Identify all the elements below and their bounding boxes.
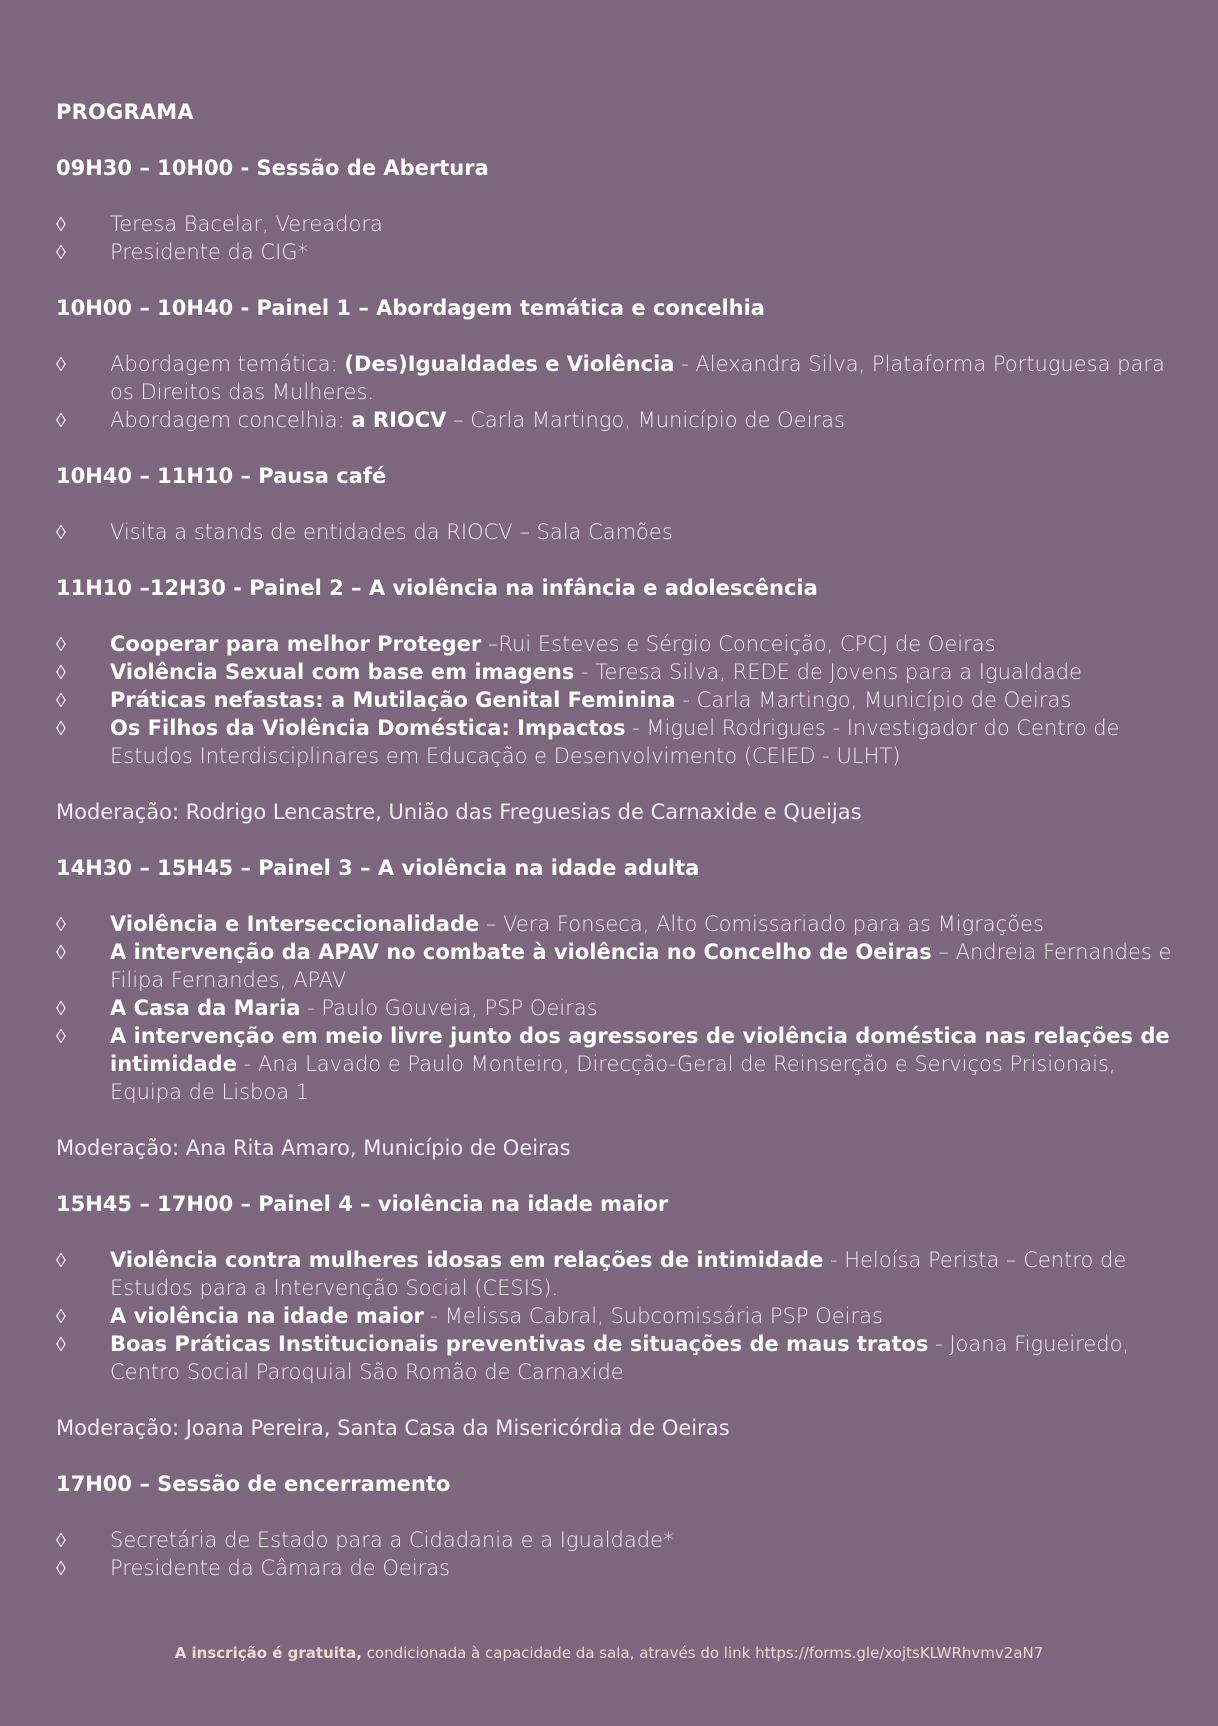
diamond-bullet-icon: ◊ [56, 912, 66, 936]
item-speaker: - Melissa Cabral, Subcomissária PSP Oeiras [423, 1304, 883, 1328]
item-speaker: - Carla Martingo, Município de Oeiras [675, 688, 1072, 712]
list-item [56, 406, 1186, 434]
list-item-text [110, 1302, 1186, 1330]
session-heading: 15H45 – 17H00 – Painel 4 – violência na idade maior [56, 1192, 669, 1216]
session-heading: 10H00 – 10H40 - Painel 1 – Abordagem temática e concelhia [56, 296, 765, 320]
item-speaker: Secretária de Estado para a Cidadania e a Igualdade* [110, 1528, 674, 1552]
list-item [56, 1330, 1186, 1386]
diamond-bullet-icon: ◊ [56, 688, 66, 712]
list-item-text [110, 630, 1186, 658]
item-speaker: –Rui Esteves e Sérgio Conceição, CPCJ de Oeiras [481, 632, 996, 656]
registration-note [0, 1644, 1218, 1662]
diamond-bullet-icon: ◊ [56, 1528, 66, 1552]
diamond-bullet-icon: ◊ [56, 240, 66, 264]
diamond-bullet-icon: ◊ [56, 212, 66, 236]
diamond-bullet-icon: ◊ [56, 352, 66, 376]
item-topic: Violência contra mulheres idosas em relações de intimidade [110, 1248, 824, 1272]
list-item [56, 1554, 1186, 1582]
list-item [56, 686, 1186, 714]
list-item-text [110, 1554, 1186, 1582]
session [56, 1470, 1186, 1582]
list-item-text [110, 686, 1186, 714]
item-topic: A Casa da Maria [110, 996, 301, 1020]
item-topic: Violência Sexual com base em imagens [110, 660, 575, 684]
diamond-bullet-icon: ◊ [56, 1332, 66, 1356]
item-prefix: Abordagem concelhia: [110, 408, 352, 432]
session-items [56, 1526, 1186, 1582]
session-items [56, 210, 1186, 266]
list-item-text [110, 910, 1186, 938]
program-document [56, 98, 1186, 1582]
item-speaker: – Andreia Fernandes e Filipa Fernandes, APAV [110, 940, 1172, 992]
item-prefix: Abordagem temática: [110, 352, 345, 376]
item-topic: Os Filhos da Violência Doméstica: Impactos [110, 716, 626, 740]
list-item [56, 1526, 1186, 1554]
item-topic: A violência na idade maior [110, 1304, 424, 1328]
session-items [56, 1246, 1186, 1386]
diamond-bullet-icon: ◊ [56, 716, 66, 740]
list-item-text [110, 238, 1186, 266]
list-item [56, 938, 1186, 994]
diamond-bullet-icon: ◊ [56, 940, 66, 964]
session-items [56, 518, 1186, 546]
diamond-bullet-icon: ◊ [56, 520, 66, 544]
session-items [56, 350, 1186, 434]
session [56, 154, 1186, 266]
item-speaker: - Ana Lavado e Paulo Monteiro, Direcção-Geral de Reinserção e Serviços Prisionais, Equipa de Lisboa 1 [110, 1052, 1116, 1104]
page-title: PROGRAMA [56, 100, 194, 124]
session-heading: 11H10 –12H30 - Painel 2 – A violência na infância e adolescência [56, 576, 818, 600]
list-item-text [110, 350, 1186, 406]
list-item-text [110, 714, 1186, 770]
item-speaker: – Carla Martingo, Município de Oeiras [446, 408, 845, 432]
item-speaker: - Heloísa Perista – Centro de Estudos para a Intervenção Social (CESIS). [110, 1248, 1127, 1300]
registration-link-text: condicionada à capacidade da sala, através do link https://forms.gle/xojtsKLWRhvmv2aN7 [361, 1644, 1044, 1662]
item-speaker: - Paulo Gouveia, PSP Oeiras [300, 996, 598, 1020]
item-topic: A intervenção em meio livre junto dos agressores de violência doméstica nas relações de intimidade [110, 1024, 1170, 1076]
item-speaker: - Miguel Rodrigues - Investigador do Centro de Estudos Interdisciplinares em Educação e Desenvolvimento (CEIED - ULHT) [110, 716, 1120, 768]
list-item-text [110, 1246, 1186, 1302]
list-item-text [110, 406, 1186, 434]
diamond-bullet-icon: ◊ [56, 1248, 66, 1272]
registration-free-label: A inscrição é gratuita, [174, 1644, 362, 1662]
moderation-note: Moderação: Joana Pereira, Santa Casa da Misericórdia de Oeiras [56, 1416, 730, 1440]
diamond-bullet-icon: ◊ [56, 1304, 66, 1328]
list-item-text [110, 518, 1186, 546]
diamond-bullet-icon: ◊ [56, 660, 66, 684]
list-item-text [110, 1330, 1186, 1386]
session-items [56, 910, 1186, 1106]
moderation-note: Moderação: Rodrigo Lencastre, União das Freguesias de Carnaxide e Queijas [56, 800, 862, 824]
session-items [56, 630, 1186, 770]
item-topic: Cooperar para melhor Proteger [110, 632, 482, 656]
session [56, 854, 1186, 1162]
moderation-note: Moderação: Ana Rita Amaro, Município de Oeiras [56, 1136, 571, 1160]
sessions-list [56, 154, 1186, 1582]
item-speaker: - Teresa Silva, REDE de Jovens para a Igualdade [574, 660, 1083, 684]
list-item-text [110, 658, 1186, 686]
list-item [56, 658, 1186, 686]
list-item [56, 518, 1186, 546]
session [56, 1190, 1186, 1442]
list-item [56, 1302, 1186, 1330]
list-item [56, 1022, 1186, 1106]
session [56, 574, 1186, 826]
session-heading: 09H30 – 10H00 - Sessão de Abertura [56, 156, 489, 180]
item-topic: Boas Práticas Institucionais preventivas de situações de maus tratos [110, 1332, 929, 1356]
item-speaker: - Alexandra Silva, Plataforma Portuguesa para os Direitos das Mulheres. [110, 352, 1165, 404]
diamond-bullet-icon: ◊ [56, 1024, 66, 1048]
item-speaker: Visita a stands de entidades da RIOCV – Sala Camões [110, 520, 673, 544]
list-item [56, 714, 1186, 770]
session-heading: 10H40 – 11H10 – Pausa café [56, 464, 387, 488]
list-item-text [110, 938, 1186, 994]
item-speaker: - Joana Figueiredo, Centro Social Paroquial São Romão de Carnaxide [110, 1332, 1130, 1384]
session-heading: 14H30 – 15H45 – Painel 3 – A violência na idade adulta [56, 856, 700, 880]
diamond-bullet-icon: ◊ [56, 996, 66, 1020]
diamond-bullet-icon: ◊ [56, 408, 66, 432]
list-item [56, 350, 1186, 406]
item-topic: Práticas nefastas: a Mutilação Genital Feminina [110, 688, 676, 712]
item-topic: (Des)Igualdades e Violência [344, 352, 675, 376]
list-item [56, 994, 1186, 1022]
item-speaker: Presidente da Câmara de Oeiras [110, 1556, 451, 1580]
list-item-text [110, 1022, 1186, 1106]
list-item-text [110, 210, 1186, 238]
item-topic: A intervenção da APAV no combate à violência no Concelho de Oeiras [110, 940, 932, 964]
item-speaker: Teresa Bacelar, Vereadora [110, 212, 383, 236]
list-item [56, 210, 1186, 238]
list-item [56, 910, 1186, 938]
diamond-bullet-icon: ◊ [56, 1556, 66, 1580]
list-item [56, 1246, 1186, 1302]
item-speaker: Presidente da CIG* [110, 240, 309, 264]
item-topic: a RIOCV [351, 408, 447, 432]
list-item [56, 238, 1186, 266]
session-heading: 17H00 – Sessão de encerramento [56, 1472, 451, 1496]
list-item-text [110, 994, 1186, 1022]
item-topic: Violência e Interseccionalidade [110, 912, 480, 936]
session [56, 294, 1186, 434]
list-item-text [110, 1526, 1186, 1554]
item-speaker: – Vera Fonseca, Alto Comissariado para as Migrações [479, 912, 1044, 936]
session [56, 462, 1186, 546]
diamond-bullet-icon: ◊ [56, 632, 66, 656]
list-item [56, 630, 1186, 658]
